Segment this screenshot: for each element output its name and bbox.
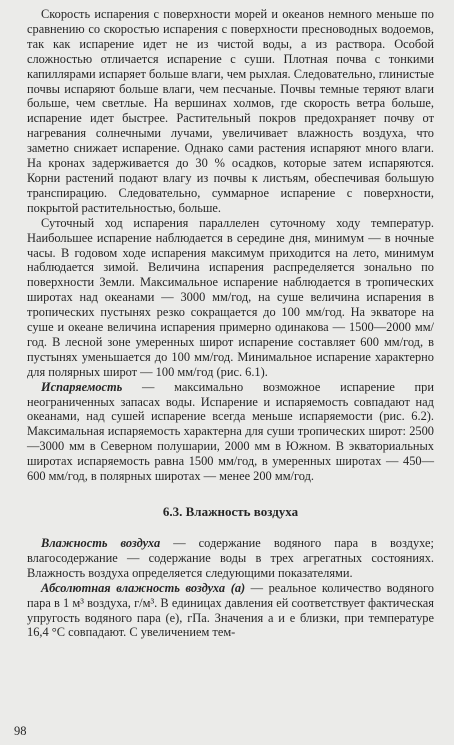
- term-absolute-humidity: Абсолютная влажность воздуха: [41, 580, 226, 595]
- paragraph-absolute-humidity: [27, 581, 434, 641]
- page-number: 98: [14, 724, 27, 738]
- paragraph-absolute-humidity-text: — реальное количество водяного пара в 1 м³ воздуха, г/м³. В единицах давления ей соответствует фактическая упругость водяного пара (е), гПа. Значения а и е близки, при температуре 16,4 °С совпадают. С увеличением тем-: [27, 580, 434, 640]
- paragraph-air-humidity-text: — содержание водяного пара в воздухе; влагосодержание — содержание воды в трех агрегатных состояниях. Влажность воздуха определяется следующими показателями.: [27, 536, 434, 580]
- paragraph-air-humidity: [27, 536, 434, 581]
- paragraph-evaporativity: [27, 380, 434, 484]
- term-evaporativity: Испаряемость: [41, 379, 123, 394]
- term-air-humidity: Влажность воздуха: [41, 536, 161, 550]
- paragraph-evaporativity-text: — максимально возможное испарение при неограниченных запасах воды. Испарение и испаряемость совпадают над океанами, над сушей испарение всегда меньше испаряемости (рис. 6.2). Максимальная испаряемость характерна для суши тропических широт: 2500—3000 мм в Северном полушарии, 2000 мм в Южном. В экваториальных широтах испаряемость равна 1500 мм/год, в умеренных широтах — 450—600 мм/год, в полярных широтах — менее 200 мм/год.: [27, 379, 434, 484]
- paragraph-evaporation-surfaces: Скорость испарения с поверхности морей и океанов немного меньше по сравнению со скоростью испарения с поверхности пресноводных водоемов, так как испарение идет не из чистой воды, а из раствора. Особой сложностью отличается испарение с суши. Плотная почва с тонкими капиллярами испаряет больше влаги, чем рыхлая. Следовательно, глинистые почвы испаряют больше влаги, чем песчаные. Почвы темные теряют влаги больше, чем светлые. На вершинах холмов, где скорость ветра больше, испарение идет быстрее. Растительный покров предохраняет почву от нагревания солнечными лучами, увеличивает влажность воздуха, что заметно снижает испарение. Однако сами растения испаряют много влаги. На кронах задерживается до 30 % осадков, которые затем испаряются. Корни растений подают влагу из почвы к листьям, обеспечивая большую транспирацию. Следовательно, суммарное испарение с поверхности, покрытой растительностью, больше.: [27, 7, 434, 215]
- section-title: 6.3. Влажность воздуха: [162, 504, 299, 519]
- term-absolute-humidity-symbol: (а): [230, 580, 246, 595]
- paragraph-evaporation-daily-cycle: Суточный ход испарения параллелен суточному ходу температур. Наибольшее испарение наблюдается в середине дня, минимум — в ночные часы. В годовом ходе испарения максимум приходится на лето, минимум наблюдается зимой. Величина испарения распределяется зонально по поверхности Земли. Максимальное испарение наблюдается в тропических широтах над океанами — 3000 мм/год, на суше величина испарения в тропических пустынях резко сокращается до 100 мм/год. На экваторе на суше и океане величина испарения примерно одинакова — 1500—2000 мм/год. В лесной зоне умеренных широт испарение составляет 600 мм/год, в пустынях уменьшается до 100 мм/год. Минимальное испарение характерно для полярных широт — 100 мм/год (рис. 6.1).: [27, 215, 434, 379]
